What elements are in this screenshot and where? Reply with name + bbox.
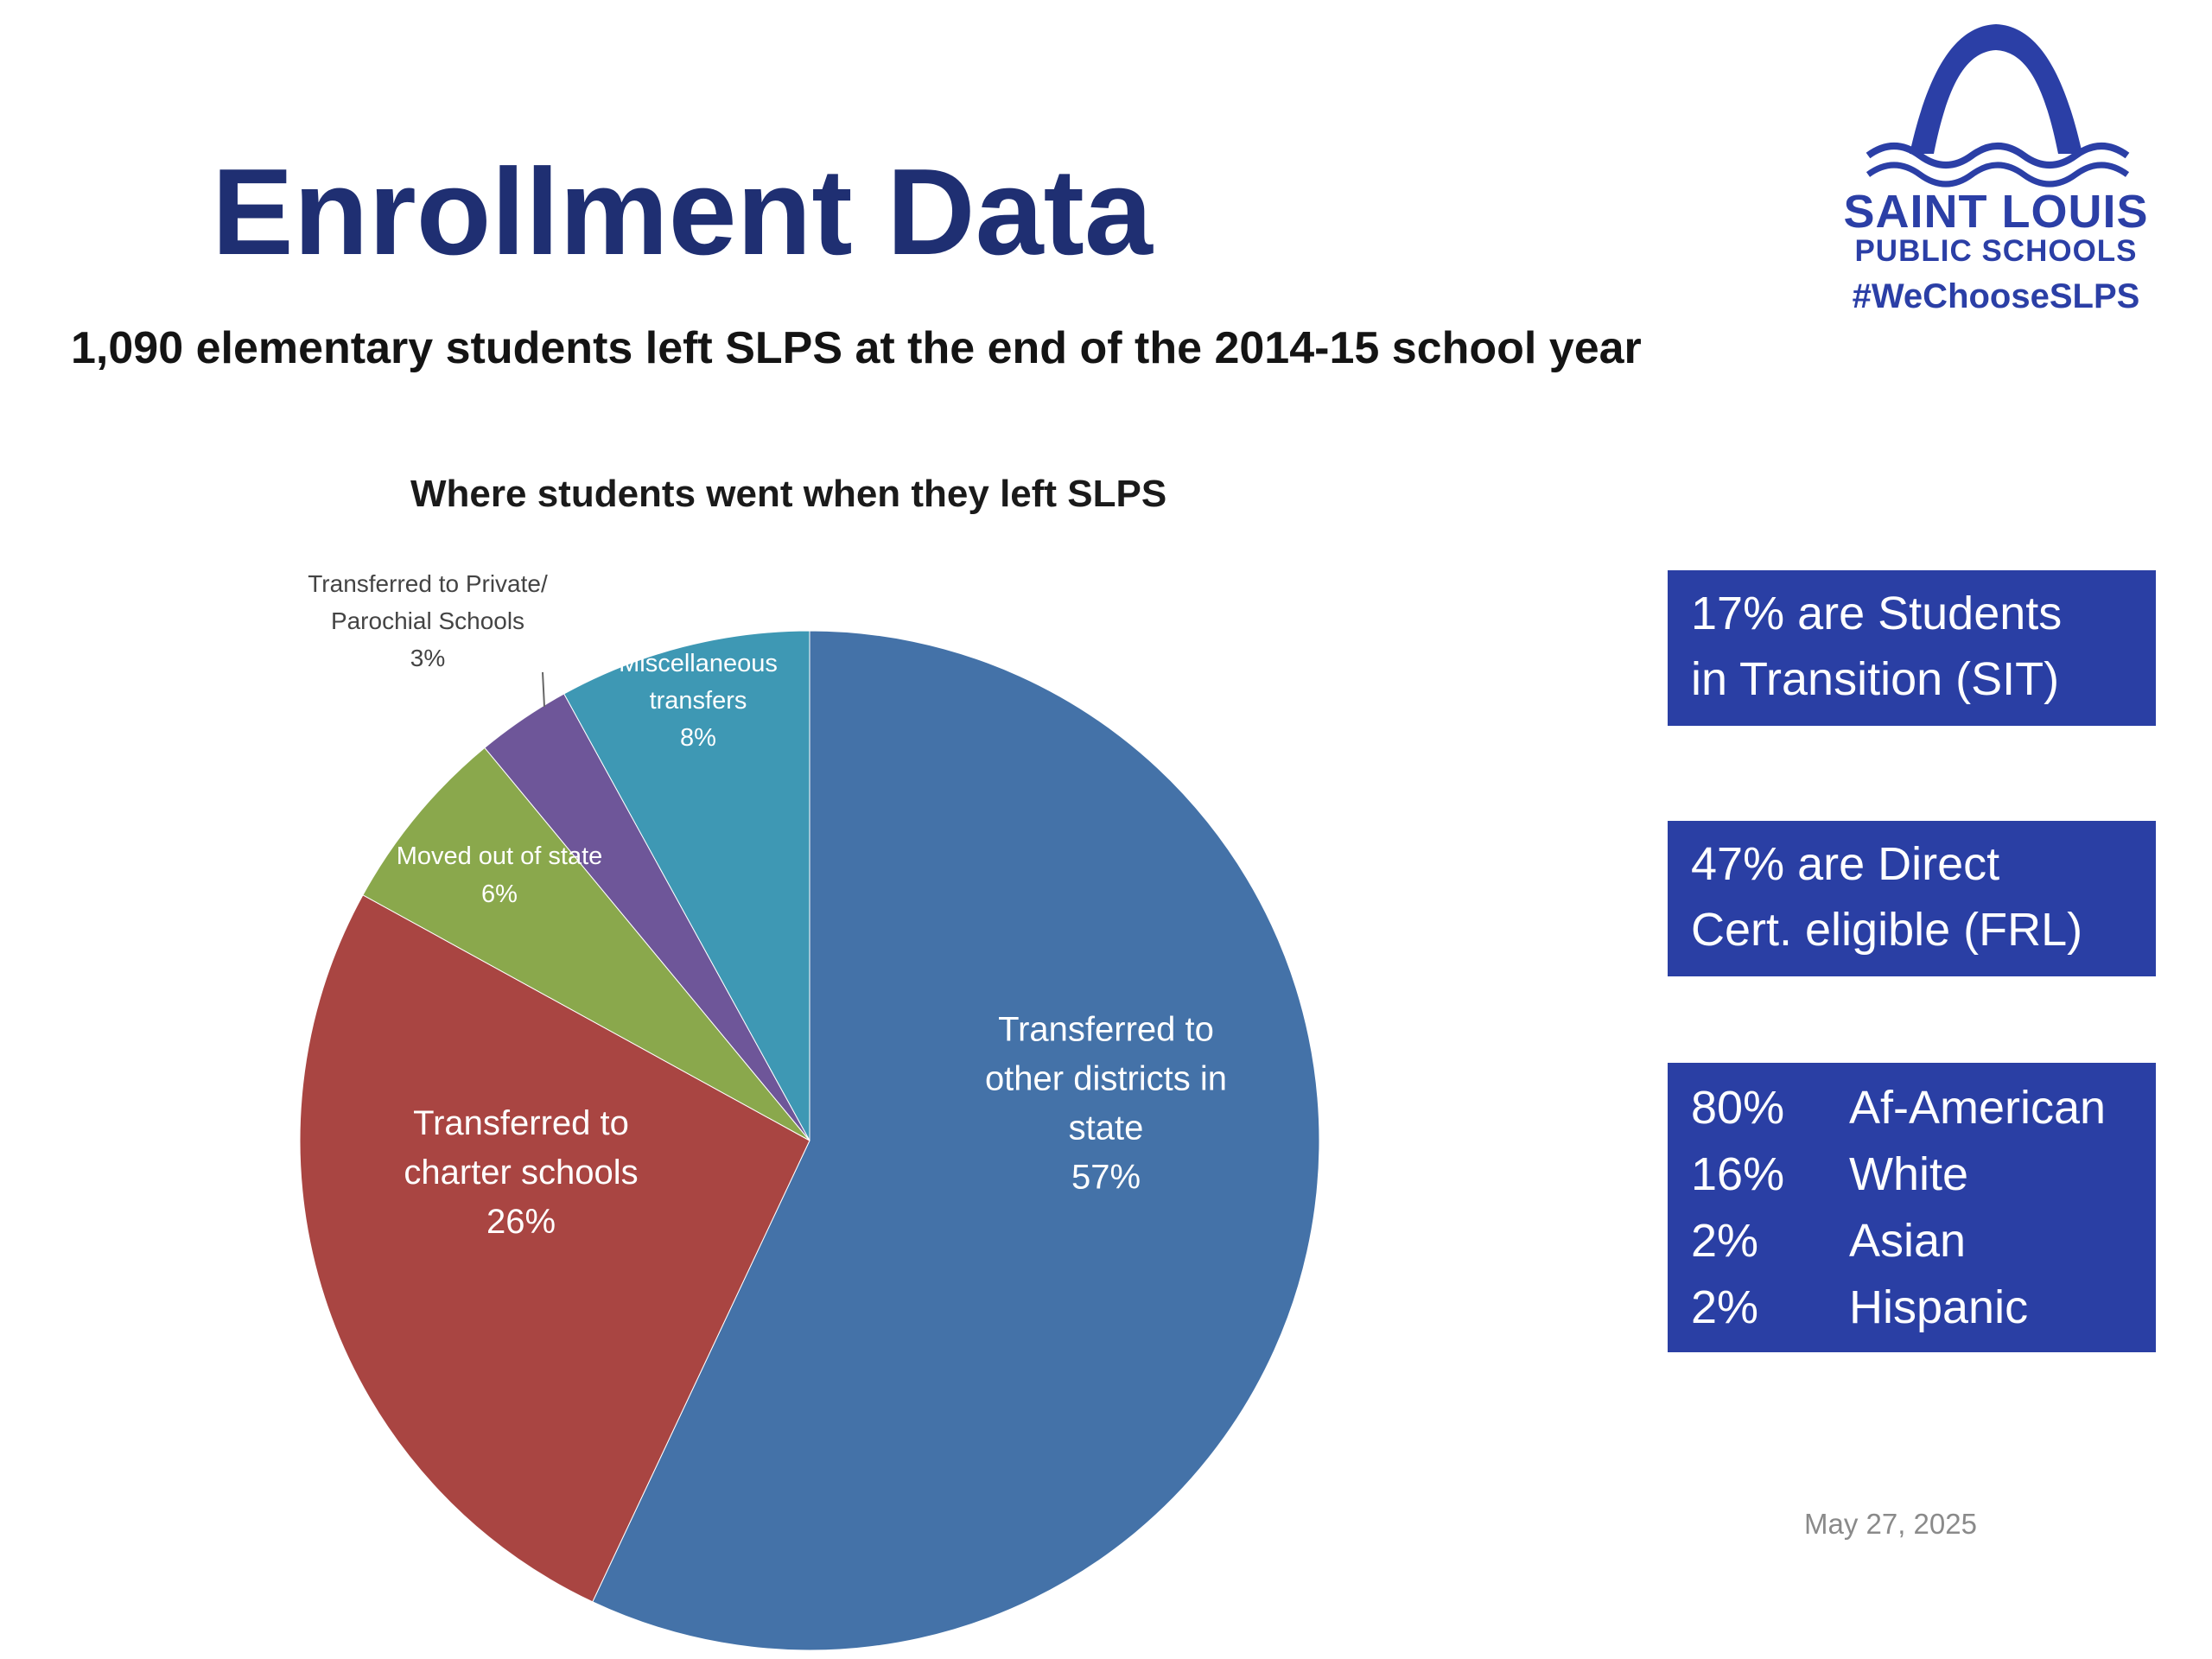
demographic-row bbox=[1691, 1075, 2156, 1141]
demographic-group: White bbox=[1849, 1148, 1969, 1200]
demographic-pct: 2% bbox=[1691, 1215, 1759, 1267]
logo-text-public-schools: PUBLIC SCHOOLS bbox=[1854, 234, 2138, 268]
demographic-group: Hispanic bbox=[1849, 1281, 2029, 1333]
frl-stat-line2: Cert. eligible (FRL) bbox=[1691, 904, 2083, 956]
pie-slice-label: Transferred to Private/ Parochial Schools 3% bbox=[308, 570, 548, 671]
pie-slice-label: Miscellaneous transfers 8% bbox=[619, 650, 778, 752]
sit-stat-line1: 17% are Students bbox=[1691, 588, 2063, 639]
pie-slice-label: Moved out of state 6% bbox=[396, 842, 603, 908]
page-title: Enrollment Data bbox=[212, 143, 1153, 281]
demographic-row bbox=[1691, 1208, 2156, 1274]
demographic-pct: 80% bbox=[1691, 1082, 1785, 1134]
demographics-box bbox=[1668, 1063, 2156, 1352]
demographic-group: Af-American bbox=[1849, 1082, 2107, 1134]
page-subtitle: 1,090 elementary students left SLPS at the end of the 2014-15 school year bbox=[71, 323, 1642, 373]
demographic-group: Asian bbox=[1849, 1215, 1967, 1267]
logo-hashtag: #WeChooseSLPS bbox=[1852, 277, 2140, 315]
demographic-row bbox=[1691, 1141, 2156, 1208]
logo-text-saint-louis: SAINT LOUIS bbox=[1843, 186, 2149, 238]
sit-stat-line2: in Transition (SIT) bbox=[1691, 653, 2060, 705]
demographic-pct: 16% bbox=[1691, 1148, 1785, 1200]
pie-slice-label: Transferred to charter schools 26% bbox=[404, 1104, 639, 1241]
chart-title: Where students went when they left SLPS bbox=[410, 473, 1167, 515]
demographic-pct: 2% bbox=[1691, 1281, 1759, 1333]
sit-stat-box bbox=[1668, 570, 2156, 726]
slide-date: May 27, 2025 bbox=[1804, 1508, 1977, 1540]
frl-stat-line1: 47% are Direct bbox=[1691, 838, 2000, 890]
demographic-row bbox=[1691, 1274, 2156, 1341]
pie-leader-line bbox=[543, 672, 544, 707]
pie-slice-label: Transferred to other districts in state 57% bbox=[984, 1010, 1228, 1197]
frl-stat-box bbox=[1668, 821, 2156, 976]
